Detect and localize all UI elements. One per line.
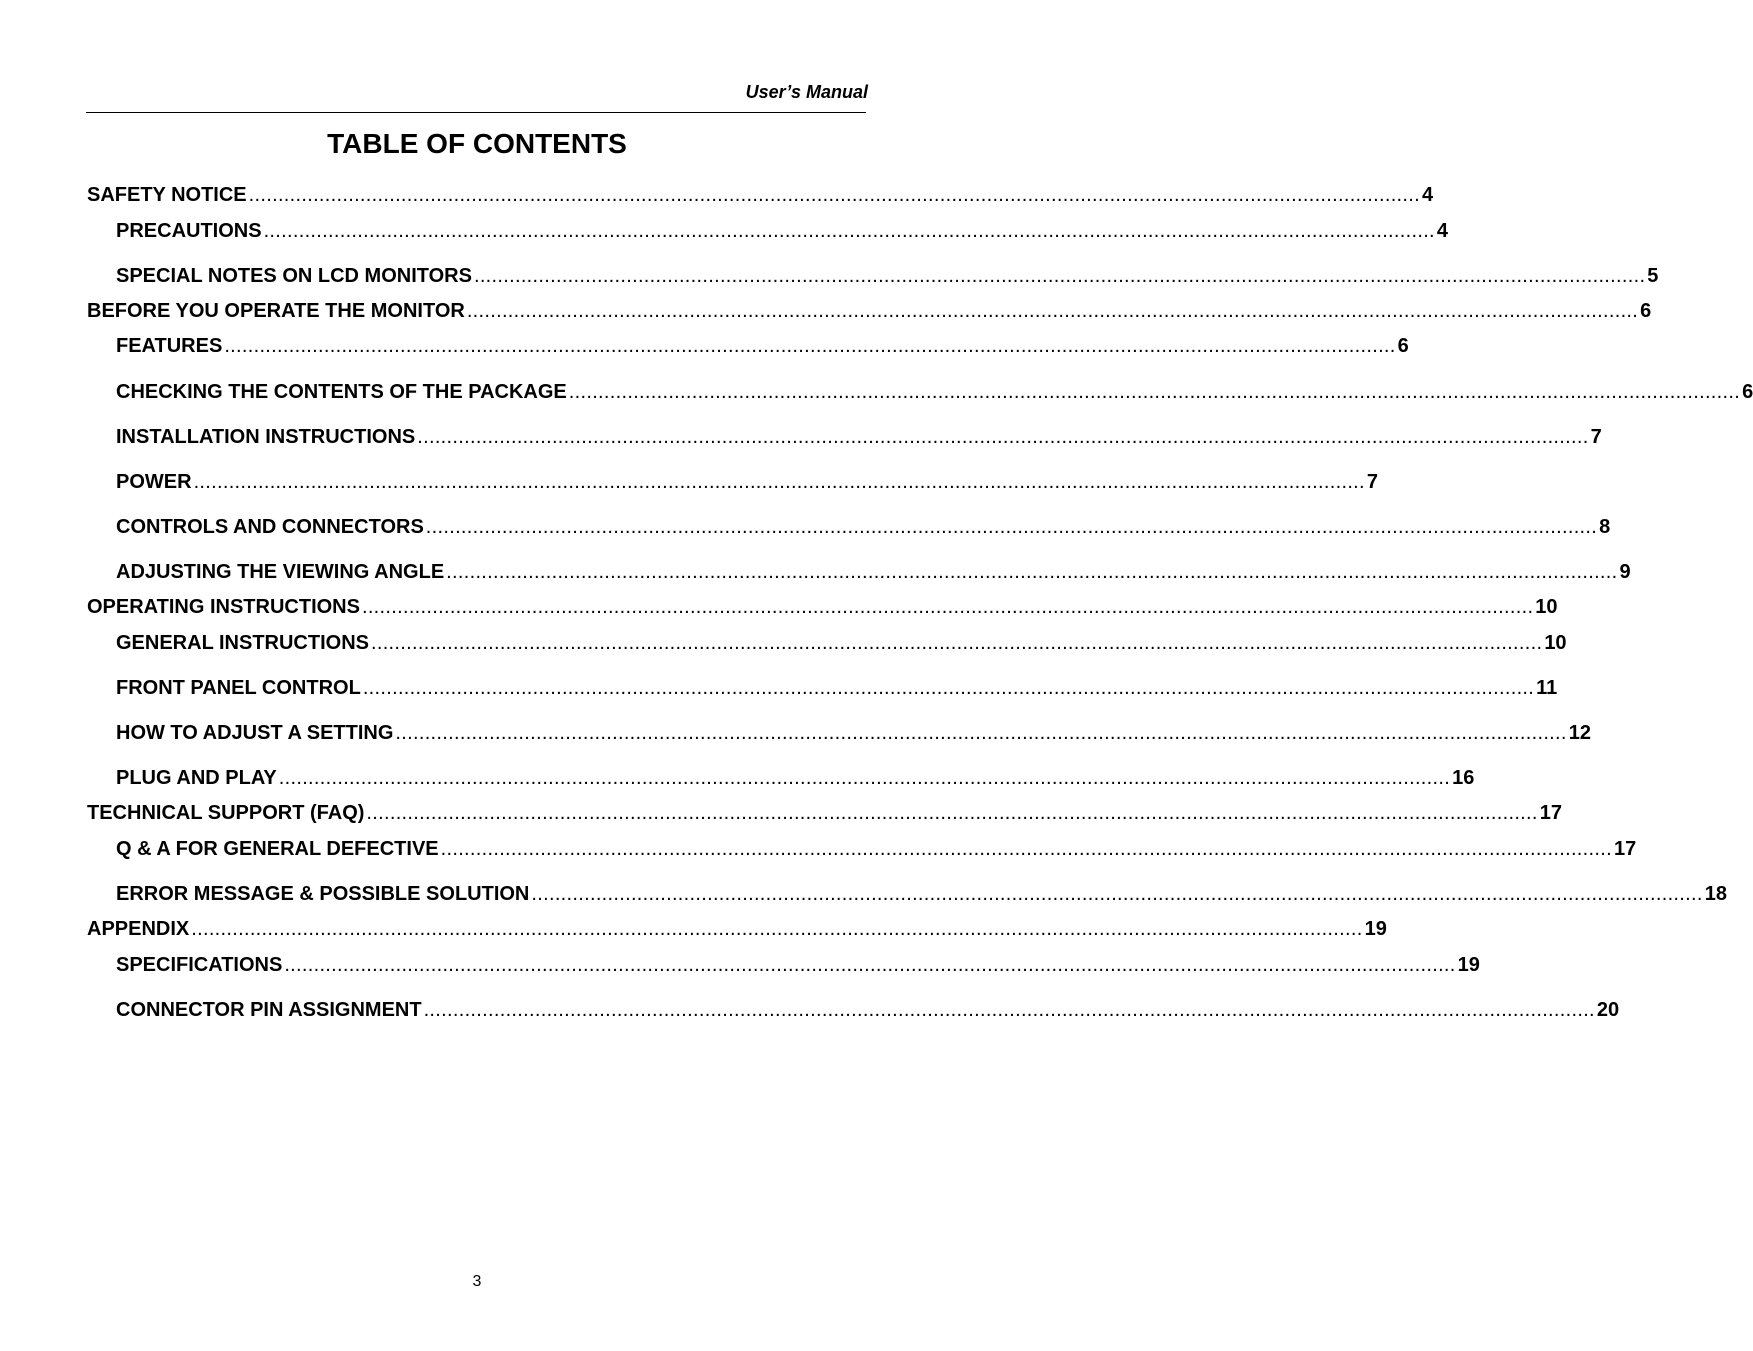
toc-entry-page: 20: [1596, 999, 1620, 1021]
toc-dot-leader: ........................................................................................................................................................................................................: [362, 677, 1535, 699]
toc-entry-page: 19: [1364, 918, 1387, 940]
toc-dot-leader: ........................................................................................................................................................................................................: [224, 335, 1396, 357]
toc-dot-leader: ........................................................................................................................................................................................................: [395, 722, 1567, 744]
toc-entry-page: 10: [1535, 596, 1558, 618]
toc-entry-page: 11: [1536, 677, 1558, 699]
toc-entry-adjust-setting[interactable]: [116, 721, 1591, 745]
toc-entry-label: PRECAUTIONS: [116, 220, 262, 242]
toc-entry-features[interactable]: [116, 334, 1409, 358]
toc-entry-label: SPECIFICATIONS: [116, 954, 283, 976]
toc-dot-leader: ........................................................................................................................................................................................................: [417, 426, 1589, 448]
toc-entry-page: 9: [1619, 561, 1631, 583]
toc-dot-leader: ........................................................................................................................................................................................................: [425, 516, 1598, 538]
toc-entry-page: 17: [1539, 802, 1562, 824]
toc-entry-page: 10: [1544, 632, 1567, 654]
toc-entry-controls-connectors[interactable]: [116, 515, 1611, 539]
toc-entry-plug-and-play[interactable]: [116, 766, 1475, 790]
toc-entry-safety-notice[interactable]: [87, 183, 1434, 207]
toc-entry-checking-contents[interactable]: [116, 380, 1753, 404]
toc-dot-leader: ........................................................................................................................................................................................................: [473, 265, 1646, 287]
toc-entry-viewing-angle[interactable]: [116, 560, 1631, 584]
toc-entry-label: CONNECTOR PIN ASSIGNMENT: [116, 999, 422, 1021]
toc-entry-special-notes[interactable]: [116, 264, 1659, 288]
toc-entry-label: CONTROLS AND CONNECTORS: [116, 516, 424, 538]
toc-entry-page: 7: [1366, 471, 1379, 493]
toc-entry-label: SPECIAL NOTES ON LCD MONITORS: [116, 265, 472, 287]
toc-entry-page: 6: [1640, 300, 1652, 322]
toc-entry-page: 6: [1397, 335, 1409, 357]
toc-dot-leader: ........................................................................................................................................................................................................: [446, 561, 1618, 583]
toc-entry-page: 8: [1599, 516, 1611, 538]
toc-entry-page: 18: [1704, 883, 1727, 905]
toc-dot-leader: ........................................................................................................................................................................................................: [193, 471, 1365, 493]
toc-entry-label: POWER: [116, 471, 192, 493]
toc-entry-label: ADJUSTING THE VIEWING ANGLE: [116, 561, 445, 583]
toc-entry-power[interactable]: [116, 470, 1379, 494]
toc-entry-error-message[interactable]: [116, 882, 1727, 906]
toc-entry-label: SAFETY NOTICE: [87, 184, 247, 206]
toc-dot-leader: ........................................................................................................................................................................................................: [370, 632, 1543, 654]
toc-dot-leader: ........................................................................................................................................................................................................: [361, 596, 1534, 618]
toc-dot-leader: ........................................................................................................................................................................................................: [366, 802, 1538, 824]
toc-entry-label: APPENDIX: [87, 918, 190, 940]
toc-entry-label: OPERATING INSTRUCTIONS: [87, 596, 360, 618]
toc-dot-leader: ........................................................................................................................................................................................................: [531, 883, 1703, 905]
toc-dot-leader: ........................................................................................................................................................................................................: [466, 300, 1639, 322]
toc-entry-label: TECHNICAL SUPPORT (FAQ): [87, 802, 365, 824]
toc-entry-installation[interactable]: [116, 425, 1602, 449]
manual-header-title: User’s Manual: [745, 82, 868, 102]
toc-entry-label: INSTALLATION INSTRUCTIONS: [116, 426, 416, 448]
toc-dot-leader: ........................................................................................................................................................................................................: [284, 954, 1456, 976]
toc-dot-leader: ........................................................................................................................................................................................................: [248, 184, 1420, 206]
toc-dot-leader: ........................................................................................................................................................................................................: [263, 220, 1435, 242]
toc-dot-leader: ........................................................................................................................................................................................................: [568, 381, 1741, 403]
toc-entry-front-panel[interactable]: [116, 676, 1558, 700]
toc-entry-page: 5: [1647, 265, 1659, 287]
page-number: 3: [472, 1273, 482, 1290]
toc-entry-precautions[interactable]: [116, 219, 1449, 243]
toc-entry-page: 16: [1452, 767, 1475, 789]
toc-entry-before-you-operate[interactable]: [87, 299, 1652, 323]
toc-dot-leader: ........................................................................................................................................................................................................: [278, 767, 1451, 789]
toc-entry-label: CHECKING THE CONTENTS OF THE PACKAGE: [116, 381, 567, 403]
toc-entry-technical-support[interactable]: [87, 801, 1562, 825]
toc-entry-label: PLUG AND PLAY: [116, 767, 277, 789]
toc-entry-page: 4: [1421, 184, 1434, 206]
toc-entry-qa-general[interactable]: [116, 837, 1637, 861]
toc-entry-label: FEATURES: [116, 335, 223, 357]
toc-heading: TABLE OF CONTENTS: [327, 128, 627, 159]
toc-entry-label: BEFORE YOU OPERATE THE MONITOR: [87, 300, 465, 322]
toc-entry-appendix[interactable]: [87, 917, 1387, 941]
toc-entry-page: 17: [1613, 838, 1637, 860]
toc-entry-label: HOW TO ADJUST A SETTING: [116, 722, 394, 744]
toc-entry-page: 19: [1457, 954, 1480, 976]
toc-entry-label: GENERAL INSTRUCTIONS: [116, 632, 369, 654]
toc-entry-specifications[interactable]: [116, 953, 1480, 977]
toc-entry-general-instructions[interactable]: [116, 631, 1567, 655]
toc-dot-leader: ........................................................................................................................................................................................................: [423, 999, 1595, 1021]
toc-dot-leader: ........................................................................................................................................................................................................: [440, 838, 1612, 860]
toc-entry-label: ERROR MESSAGE & POSSIBLE SOLUTION: [116, 883, 530, 905]
toc-entry-page: 12: [1568, 722, 1591, 744]
toc-entry-operating-instructions[interactable]: [87, 595, 1558, 619]
toc-entry-label: FRONT PANEL CONTROL: [116, 677, 361, 699]
toc-entry-page: 4: [1436, 220, 1449, 242]
toc-entry-label: Q & A FOR GENERAL DEFECTIVE: [116, 838, 439, 860]
toc-entry-connector-pin[interactable]: [116, 998, 1620, 1022]
toc-entry-page: 6: [1742, 381, 1753, 403]
toc-entry-page: 7: [1590, 426, 1602, 448]
toc-dot-leader: ........................................................................................................................................................................................................: [191, 918, 1363, 940]
